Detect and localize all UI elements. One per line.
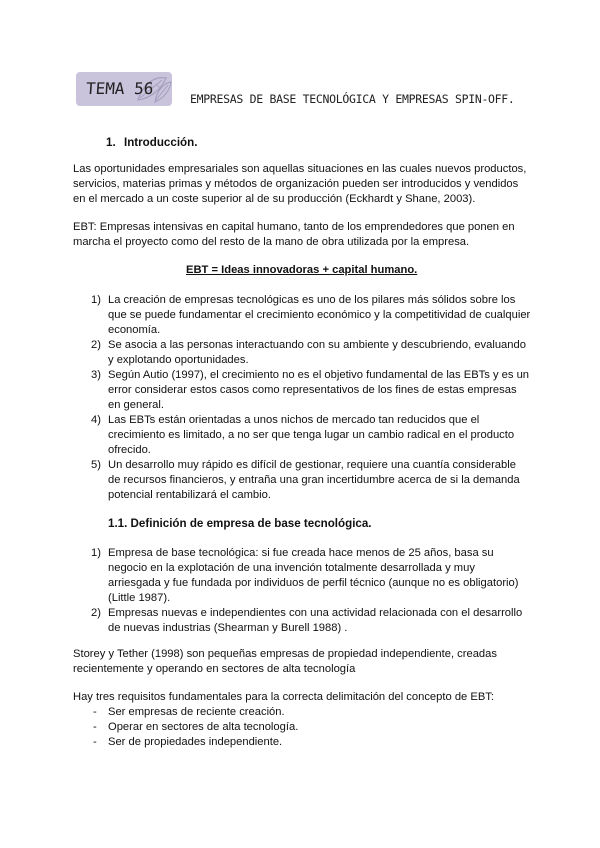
list-item-line: de nuevas industrias (Shearman y Burell 1988) . [108,622,348,634]
list-number: 2) [91,339,101,351]
list-item-line: en general. [108,399,164,411]
paragraph-line: Las oportunidades empresariales son aquellas situaciones en las cuales nuevos productos, [73,163,527,175]
paragraph-line: recientemente y operando en sectores de alta tecnología [73,663,356,675]
requirement-item: Ser de propiedades independiente. [108,736,283,748]
bullet-dash: - [93,736,97,748]
bullet-dash: - [93,706,97,718]
list-number: 2) [91,607,101,619]
subsection-heading: 1.1. Definición de empresa de base tecnológica. [108,517,372,530]
tema-label: TEMA 56 [85,79,155,98]
ebt-formula: EBT = Ideas innovadoras + capital humano. [186,264,418,276]
list-item-line: ofrecido. [108,444,151,456]
section-number: 1. [106,136,116,149]
list-item-line: Un desarrollo muy rápido es difícil de gestionar, requiere una cuantía considerable [108,459,516,471]
list-number: 3) [91,369,101,381]
paragraph-line: Storey y Tether (1998) son pequeñas empresas de propiedad independiente, creadas [73,648,497,660]
list-item-line: error considerar estos casos como representativos de los fines de estas empresas [108,384,517,396]
document-title: EMPRESAS DE BASE TECNOLÓGICA Y EMPRESAS SPIN-OFF. [190,92,515,106]
list-item-line: Se asocia a las personas interactuando con su ambiente y descubriendo, evaluando [108,339,526,351]
section-heading: Introducción. [124,136,198,149]
list-item-line: La creación de empresas tecnológicas es uno de los pilares más sólidos sobre los [108,294,516,306]
list-item-line: negocio en la explotación de una invención totalmente desarrollada y muy [108,562,475,574]
paragraph-line: Hay tres requisitos fundamentales para la correcta delimitación del concepto de EBT: [73,691,494,703]
list-item-line: que se puede fundamentar el crecimiento económico y la competitividad de cualquier [108,309,531,321]
paragraph-line: EBT: Empresas intensivas en capital humano, tanto de los emprendedores que ponen en [73,221,515,233]
list-number: 1) [91,294,101,306]
list-number: 5) [91,459,101,471]
list-item-line: Las EBTs están orientadas a unos nichos de mercado tan reducidos que el [108,414,480,426]
list-item-line: de recursos financieros, y entraña una gran incertidumbre acerca de si la demanda [108,474,520,486]
paragraph-line: marcha el proyecto como del resto de la mano de obra utilizada por la empresa. [73,236,470,248]
list-item-line: Empresas nuevas e independientes con una actividad relacionada con el desarrollo [108,607,523,619]
list-item-line: potencial rentabilizará el cambio. [108,489,271,501]
paragraph-line: servicios, materias primas y métodos de organización pueden ser introducidos y vendidos [73,178,519,190]
leaf-icon [152,80,174,104]
list-item-line: Empresa de base tecnológica: si fue creada hace menos de 25 años, basa su [108,547,494,559]
list-item-line: crecimiento es limitado, a no ser que tenga lugar un cambio radical en el producto [108,429,515,441]
bullet-dash: - [93,721,97,733]
list-number: 4) [91,414,101,426]
list-item-line: (Little 1987). [108,592,171,604]
list-item-line: arriesgada y fue fundada por individuos de perfil técnico (aunque no es obligatorio) [108,577,519,589]
list-item-line: y explotando oportunidades. [108,354,249,366]
paragraph-line: en el mercado a un coste superior al de su producción (Eckhardt y Shane, 2003). [73,193,476,205]
list-number: 1) [91,547,101,559]
list-item-line: economía. [108,324,161,336]
requirement-item: Operar en sectores de alta tecnología. [108,721,299,733]
list-item-line: Según Autio (1997), el crecimiento no es el objetivo fundamental de las EBTs y es un [108,369,530,381]
requirement-item: Ser empresas de reciente creación. [108,706,285,718]
